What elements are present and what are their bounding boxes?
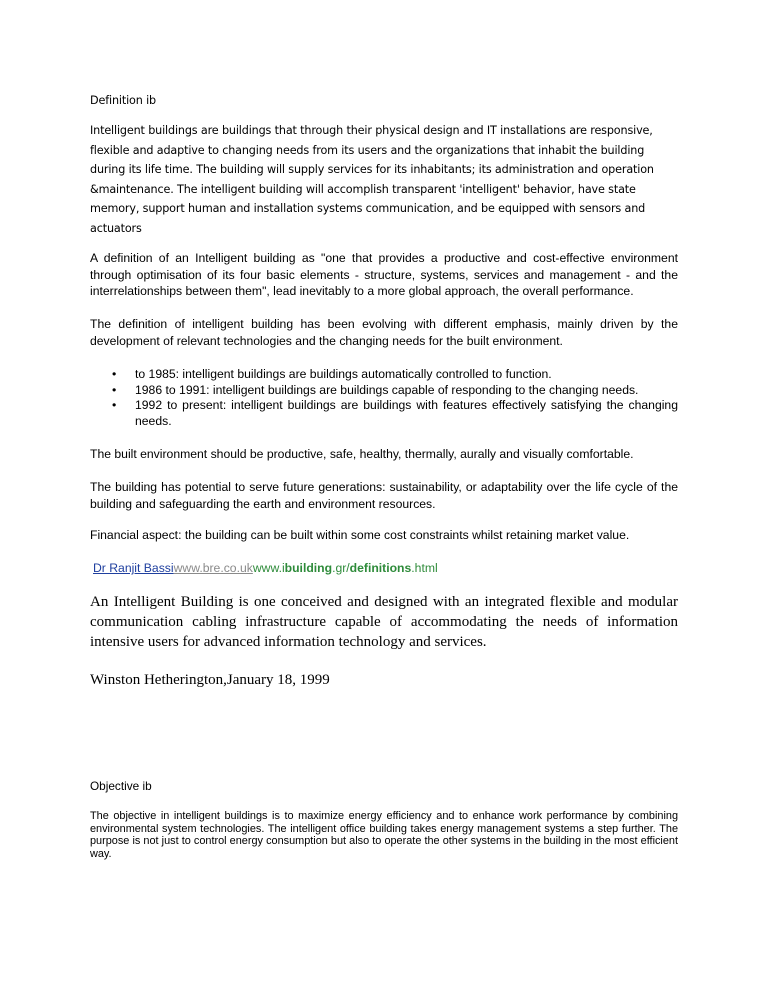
references-line bbox=[93, 560, 681, 576]
intelligent-building-quote: An Intelligent Building is one conceived and designed with an integrated flexible and modular communication cabling infrastructure capable of accommodating the needs of information intensive users for advanced information technology and services. bbox=[90, 594, 678, 650]
author-link[interactable]: Dr Ranjit Bassi bbox=[93, 561, 174, 575]
objective-paragraph: The objective in intelligent buildings is to maximize energy efficiency and to enhance work performance by combining environmental system technologies. The intelligent office building takes energy management systems a step further. The purpose is not just to control energy consumption but also to operate the other systems in the building in the most efficient way. bbox=[90, 810, 678, 860]
list-item bbox=[107, 398, 678, 429]
ibuilding-link[interactable] bbox=[253, 561, 438, 575]
definition-paragraph-5: The building has potential to serve future generations: sustainability, or adaptability over the life cycle of the building and safeguarding the earth and environment resources. bbox=[90, 480, 678, 511]
link-part: .html bbox=[411, 561, 438, 575]
link-part: building bbox=[284, 561, 333, 575]
list-item-text: 1986 to 1991: intelligent buildings are buildings capable of responding to the changing needs. bbox=[135, 382, 639, 397]
bullet-icon: • bbox=[112, 398, 117, 412]
quote-author: Winston Hetherington,January 18, 1999 bbox=[90, 672, 330, 688]
list-item bbox=[107, 367, 678, 383]
link-part: .gr/ bbox=[332, 561, 350, 575]
definition-paragraph-1: Intelligent buildings are buildings that through their physical design and IT installations are responsive, flexible and adaptive to changing needs from its users and the organizations that inhabit the building during its life time. The building will supply services for its inhabitants; its administration and operation &maintenance. The intelligent building will accomplish transparent 'intelligent' behavior, have state memory, support human and installation systems communication, and be equipped with sensors and actuators bbox=[90, 124, 654, 235]
definition-paragraph-6: Financial aspect: the building can be built within some cost constraints whilst retaining market value. bbox=[90, 528, 630, 542]
objective-heading: Objective ib bbox=[90, 779, 152, 793]
definition-heading: Definition ib bbox=[90, 94, 156, 107]
definition-paragraph-4: The built environment should be productive, safe, healthy, thermally, aurally and visually comfortable. bbox=[90, 447, 634, 461]
definition-paragraph-3: The definition of intelligent building has been evolving with different emphasis, mainly driven by the development of relevant technologies and the changing needs for the built environment. bbox=[90, 317, 678, 348]
list-item-text: 1992 to present: intelligent buildings are buildings with features effectively satisfying the changing needs. bbox=[135, 398, 678, 428]
link-part: www.i bbox=[252, 561, 285, 575]
history-bullet-list bbox=[107, 367, 678, 429]
list-item bbox=[107, 383, 678, 399]
list-item-text: to 1985: intelligent buildings are buildings automatically controlled to function. bbox=[135, 367, 552, 381]
bullet-icon: • bbox=[112, 367, 117, 381]
bullet-icon: • bbox=[112, 382, 117, 397]
link-part: definitions bbox=[349, 561, 412, 575]
definition-paragraph-2: A definition of an Intelligent building as "one that provides a productive and cost-effective environment through optimisation of its four basic elements - structure, systems, services and management - and the interrelationships between them", lead inevitably to a more global approach, the overall performance. bbox=[90, 251, 678, 299]
bre-link[interactable]: www.bre.co.uk bbox=[173, 561, 253, 575]
